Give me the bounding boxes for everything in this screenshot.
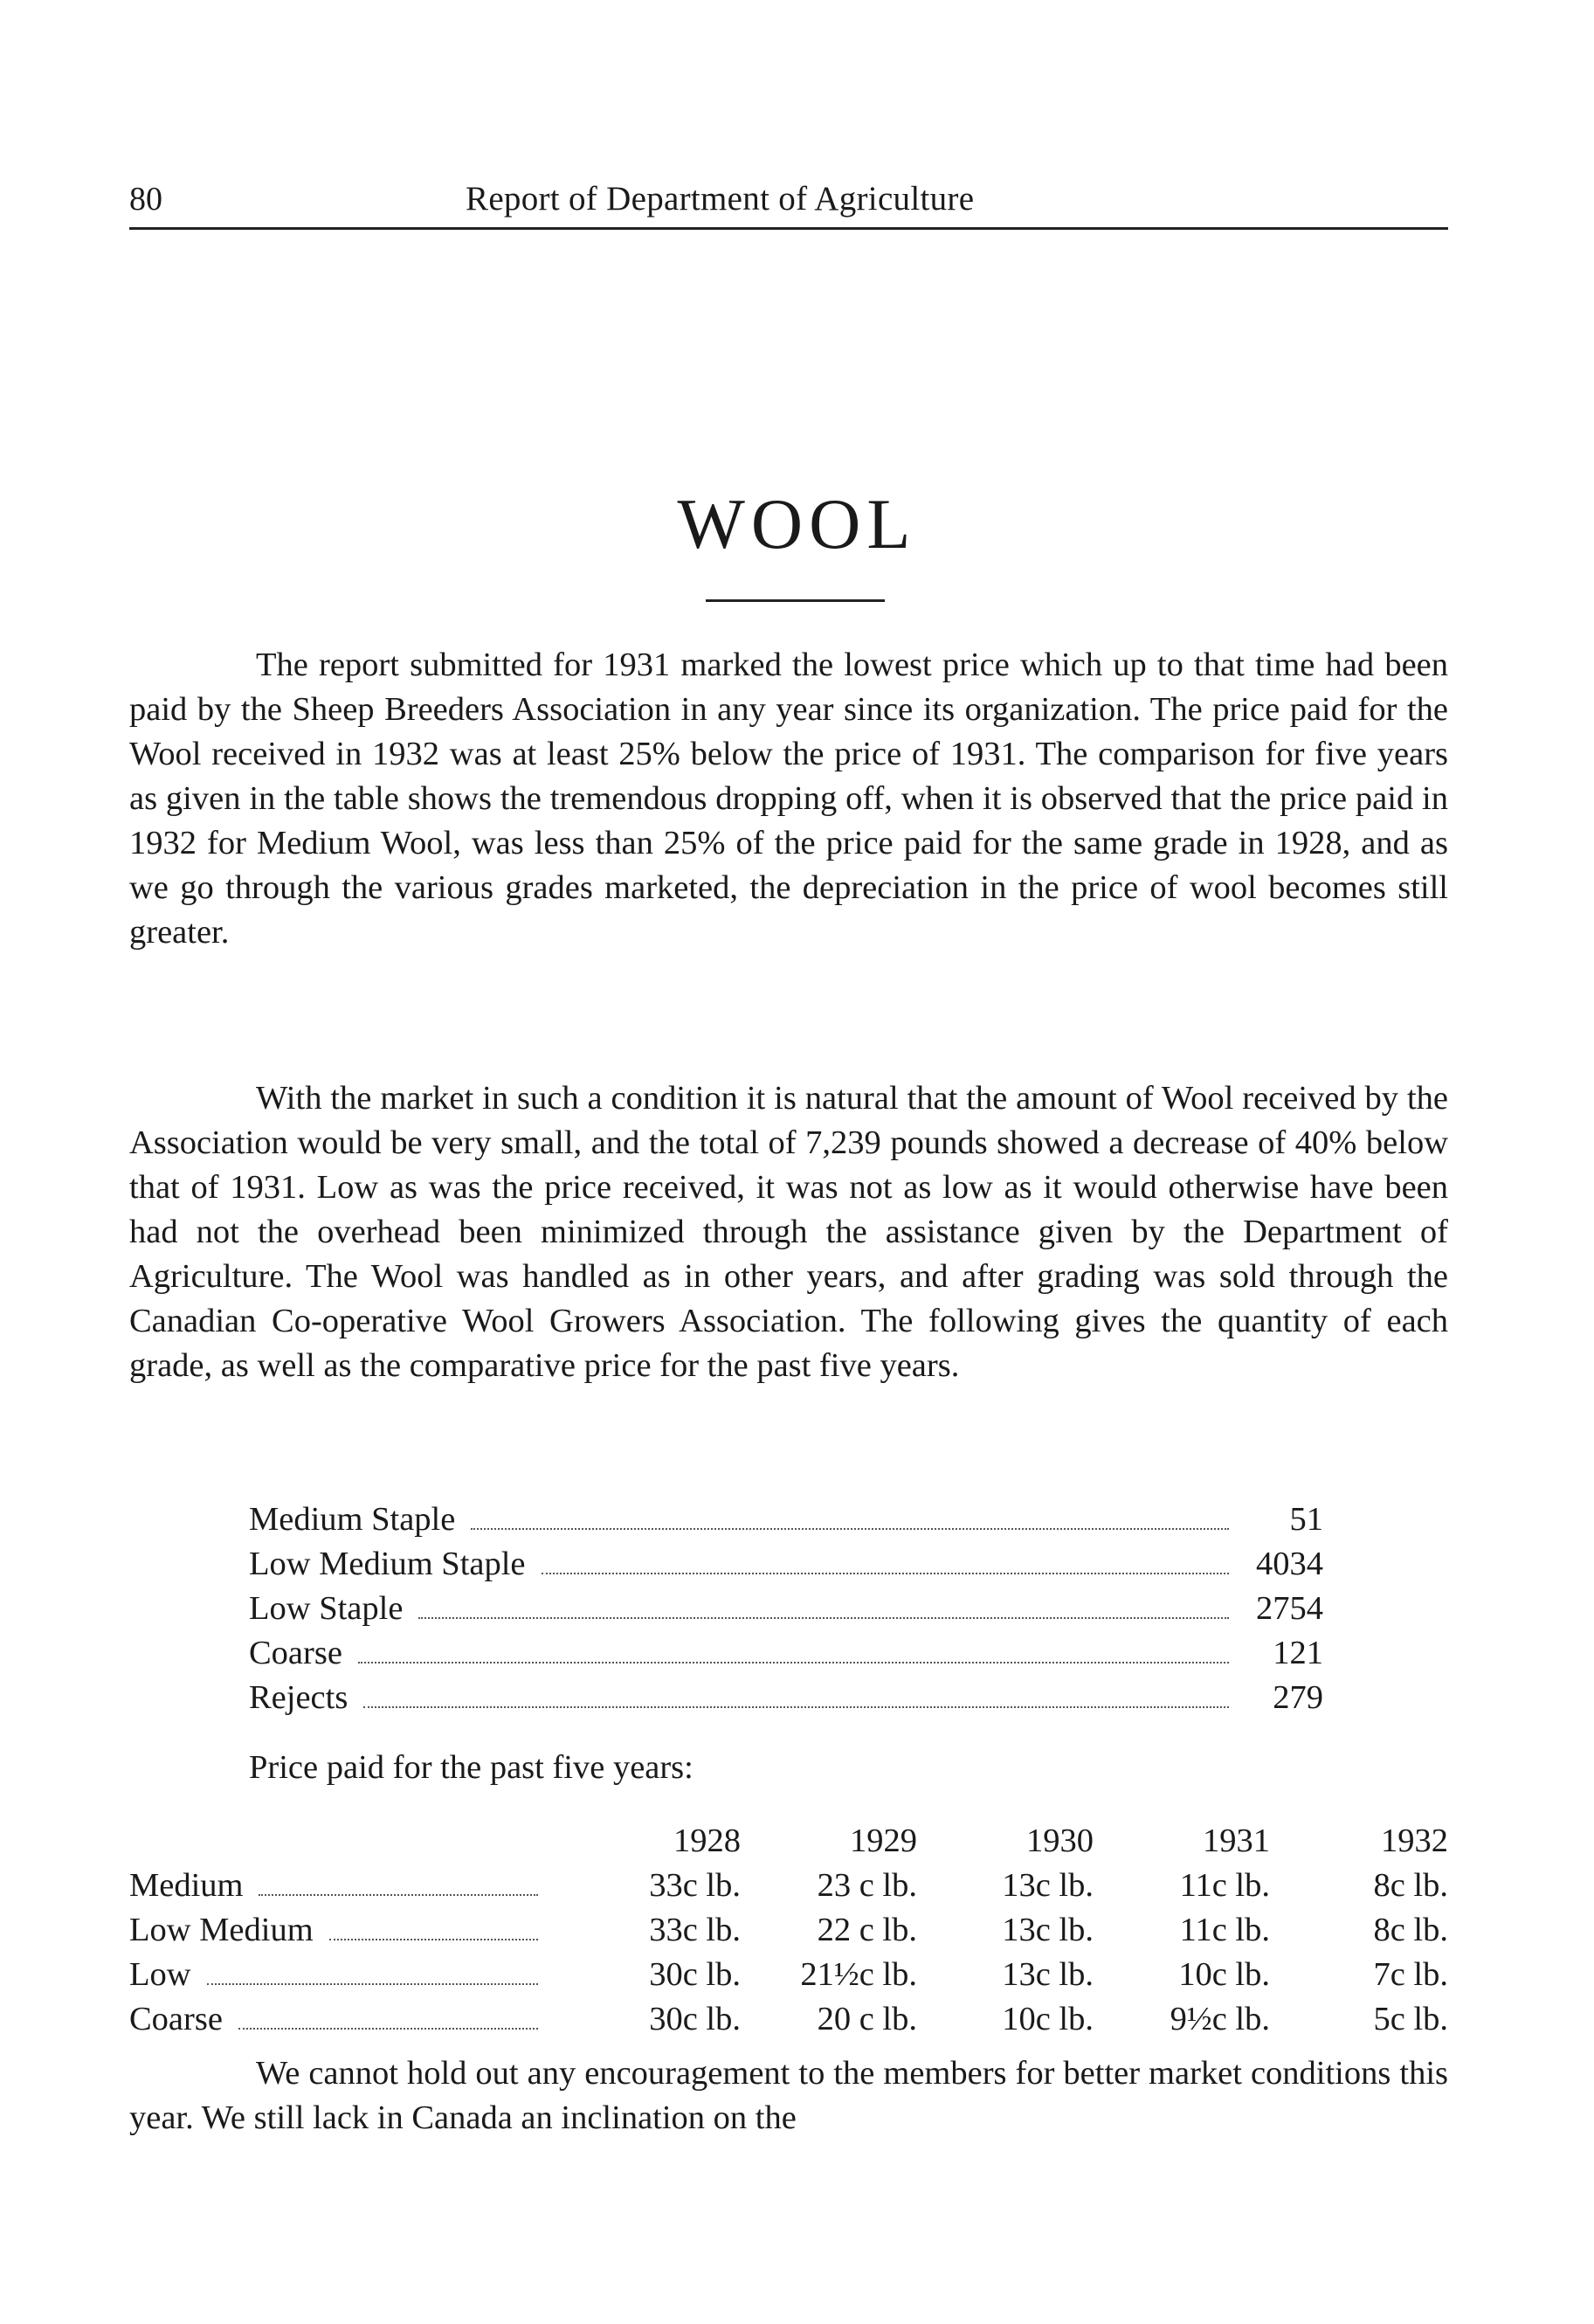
dot-leader — [471, 1528, 1229, 1530]
table-row — [129, 1997, 1448, 2042]
price-cell: 10c lb. — [1178, 1956, 1270, 1993]
grade-label: Medium — [129, 1867, 244, 1904]
table-row — [129, 1953, 1448, 1997]
grade-cell — [129, 1908, 564, 1953]
dot-leader — [207, 1983, 538, 1985]
grade-label: Coarse — [129, 2001, 223, 2037]
price-cell: 11c lb. — [1179, 1867, 1270, 1904]
paragraph-intro: The report submitted for 1931 marked the lowest price which up to that time had been paid by the Sheep Breeders Association in any year since its organization. The price paid for the Wool received in 1932 was at least 25% below the price of 1931. The comparison for five years as given in the table shows the tremendous dropping off, when it is observed that the price paid in 1932 for Medium Wool, was less than 25% of the price paid for the same grade in 1928, and as we go through the various grades marketed, the depreciation in the price of wool becomes still greater. — [129, 647, 1448, 951]
grade-label: Rejects — [249, 1679, 348, 1716]
price-cell: 30c lb. — [649, 2001, 741, 2037]
grade-label: Medium Staple — [249, 1501, 456, 1538]
grade-label: Low Medium — [129, 1912, 314, 1948]
table-row — [249, 1631, 1323, 1676]
price-table-caption: Price paid for the past five years: — [249, 1749, 693, 1786]
price-cell: 33c lb. — [649, 1912, 741, 1948]
price-cell: 9½c lb. — [1170, 2001, 1270, 2037]
year-header: 1930 — [1026, 1823, 1094, 1859]
price-cell: 7c lb. — [1373, 1956, 1448, 1993]
paragraph-outlook: We cannot hold out any encouragement to the members for better market conditions this year. We still lack in Canada an inclination on the — [129, 2055, 1448, 2136]
quantity-value: 51 — [1289, 1501, 1323, 1538]
year-header: 1928 — [673, 1823, 741, 1859]
price-cell: 13c lb. — [1002, 1867, 1094, 1904]
table-row — [249, 1587, 1323, 1631]
price-cell: 5c lb. — [1373, 2001, 1448, 2037]
price-cell: 13c lb. — [1002, 1912, 1094, 1948]
dot-leader — [329, 1939, 538, 1940]
table-row — [129, 1864, 1448, 1908]
section-title: WOOL — [677, 484, 917, 564]
grade-cell — [129, 1953, 564, 1997]
quantity-value: 121 — [1273, 1635, 1323, 1671]
page-number: 80 — [129, 181, 162, 218]
dot-leader — [418, 1617, 1229, 1619]
grade-cell — [129, 1864, 564, 1908]
price-table-header-row — [129, 1819, 1448, 1864]
price-cell: 30c lb. — [649, 1956, 741, 1993]
quantity-value: 279 — [1273, 1679, 1323, 1716]
price-cell: 8c lb. — [1373, 1912, 1448, 1948]
price-cell: 33c lb. — [649, 1867, 741, 1904]
grade-cell — [129, 1997, 564, 2042]
dot-leader — [358, 1662, 1229, 1663]
price-cell: 21½c lb. — [800, 1956, 917, 1993]
dot-leader — [542, 1573, 1229, 1574]
table-row — [129, 1908, 1448, 1953]
grade-label: Low — [129, 1956, 191, 1993]
grade-label: Coarse — [249, 1635, 342, 1671]
quantity-value: 2754 — [1256, 1590, 1323, 1627]
table-row — [249, 1542, 1323, 1587]
price-cell: 13c lb. — [1002, 1956, 1094, 1993]
price-cell: 10c lb. — [1002, 2001, 1094, 2037]
dot-leader — [238, 2028, 538, 2030]
year-header: 1929 — [850, 1823, 917, 1859]
table-row — [249, 1676, 1323, 1720]
price-cell: 8c lb. — [1373, 1867, 1448, 1904]
price-cell: 20 c lb. — [817, 2001, 917, 2037]
running-header — [129, 175, 1448, 230]
running-title: Report of Department of Agriculture — [466, 180, 975, 218]
price-cell: 11c lb. — [1179, 1912, 1270, 1948]
price-cell: 22 c lb. — [817, 1912, 917, 1948]
grade-label: Low Medium Staple — [249, 1546, 526, 1582]
price-cell: 23 c lb. — [817, 1867, 917, 1904]
quantity-value: 4034 — [1256, 1546, 1323, 1582]
dot-leader — [363, 1706, 1229, 1708]
paragraph-market: With the market in such a condition it is natural that the amount of Wool received by the Association would be very small, and the total of 7,239 pounds showed a decrease of 40% below that of 1931. Low as was the price received, it was not as low as it would otherwise have been had not the overhead been minimized through the assistance given by the Department of Agriculture. The Wool was handled as in other years, and after grading was sold through the Canadian Co-operative Wool Growers Association. The following gives the quantity of each grade, as well as the comparative price for the past five years. — [129, 1080, 1448, 1384]
quantity-table — [249, 1497, 1323, 1720]
year-header: 1931 — [1203, 1823, 1270, 1859]
dot-leader — [259, 1894, 538, 1896]
table-row — [249, 1497, 1323, 1542]
title-divider — [706, 599, 885, 602]
year-header: 1932 — [1381, 1823, 1448, 1859]
price-table — [129, 1819, 1448, 2042]
grade-label: Low Staple — [249, 1590, 404, 1627]
